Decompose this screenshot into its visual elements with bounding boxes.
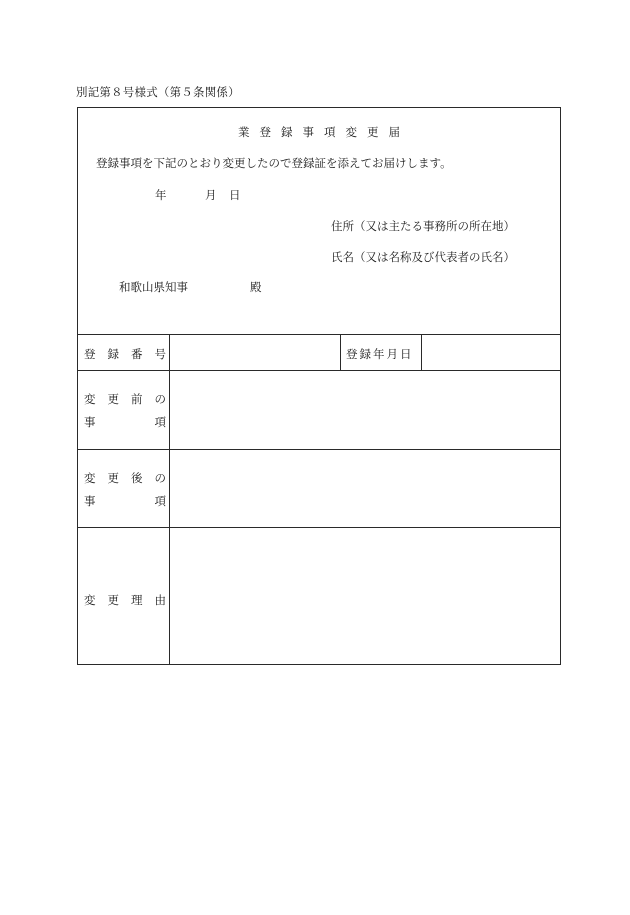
reg-number-field[interactable] [170,335,339,370]
date-month-label: 月 [205,188,217,202]
name-label: 氏名（又は名称及び代表者の氏名） [331,250,515,264]
after-change-label-line2: 事 項 [84,494,166,508]
after-change-field[interactable] [170,450,561,526]
date-year-label: 年 [155,188,167,202]
honorific-label: 殿 [250,280,262,294]
reg-date-left-divider [340,334,341,370]
before-change-label-line2: 事 項 [84,415,166,429]
change-reason-label: 変 更 理 由 [84,593,166,607]
addressee-label: 和歌山県知事 [119,280,188,294]
before-change-label-line1: 変 更 前 の [84,392,166,406]
reg-number-label: 登 録 番 号 [84,347,166,361]
reg-date-field[interactable] [422,335,561,370]
change-reason-field[interactable] [170,528,561,664]
after-change-label-line1: 変 更 後 の [84,471,166,485]
date-day-label: 日 [229,188,241,202]
form-title: 業登録事項変更届 [238,125,410,139]
reg-date-label: 登録年月日 [346,347,414,361]
intro-text: 登録事項を下記のとおり変更したので登録証を添えてお届けします。 [96,156,452,170]
notification-form [77,107,561,665]
address-label: 住所（又は主たる事務所の所在地） [331,219,515,233]
form-number-caption: 別記第８号様式（第５条関係） [76,85,240,99]
before-change-field[interactable] [170,371,561,448]
